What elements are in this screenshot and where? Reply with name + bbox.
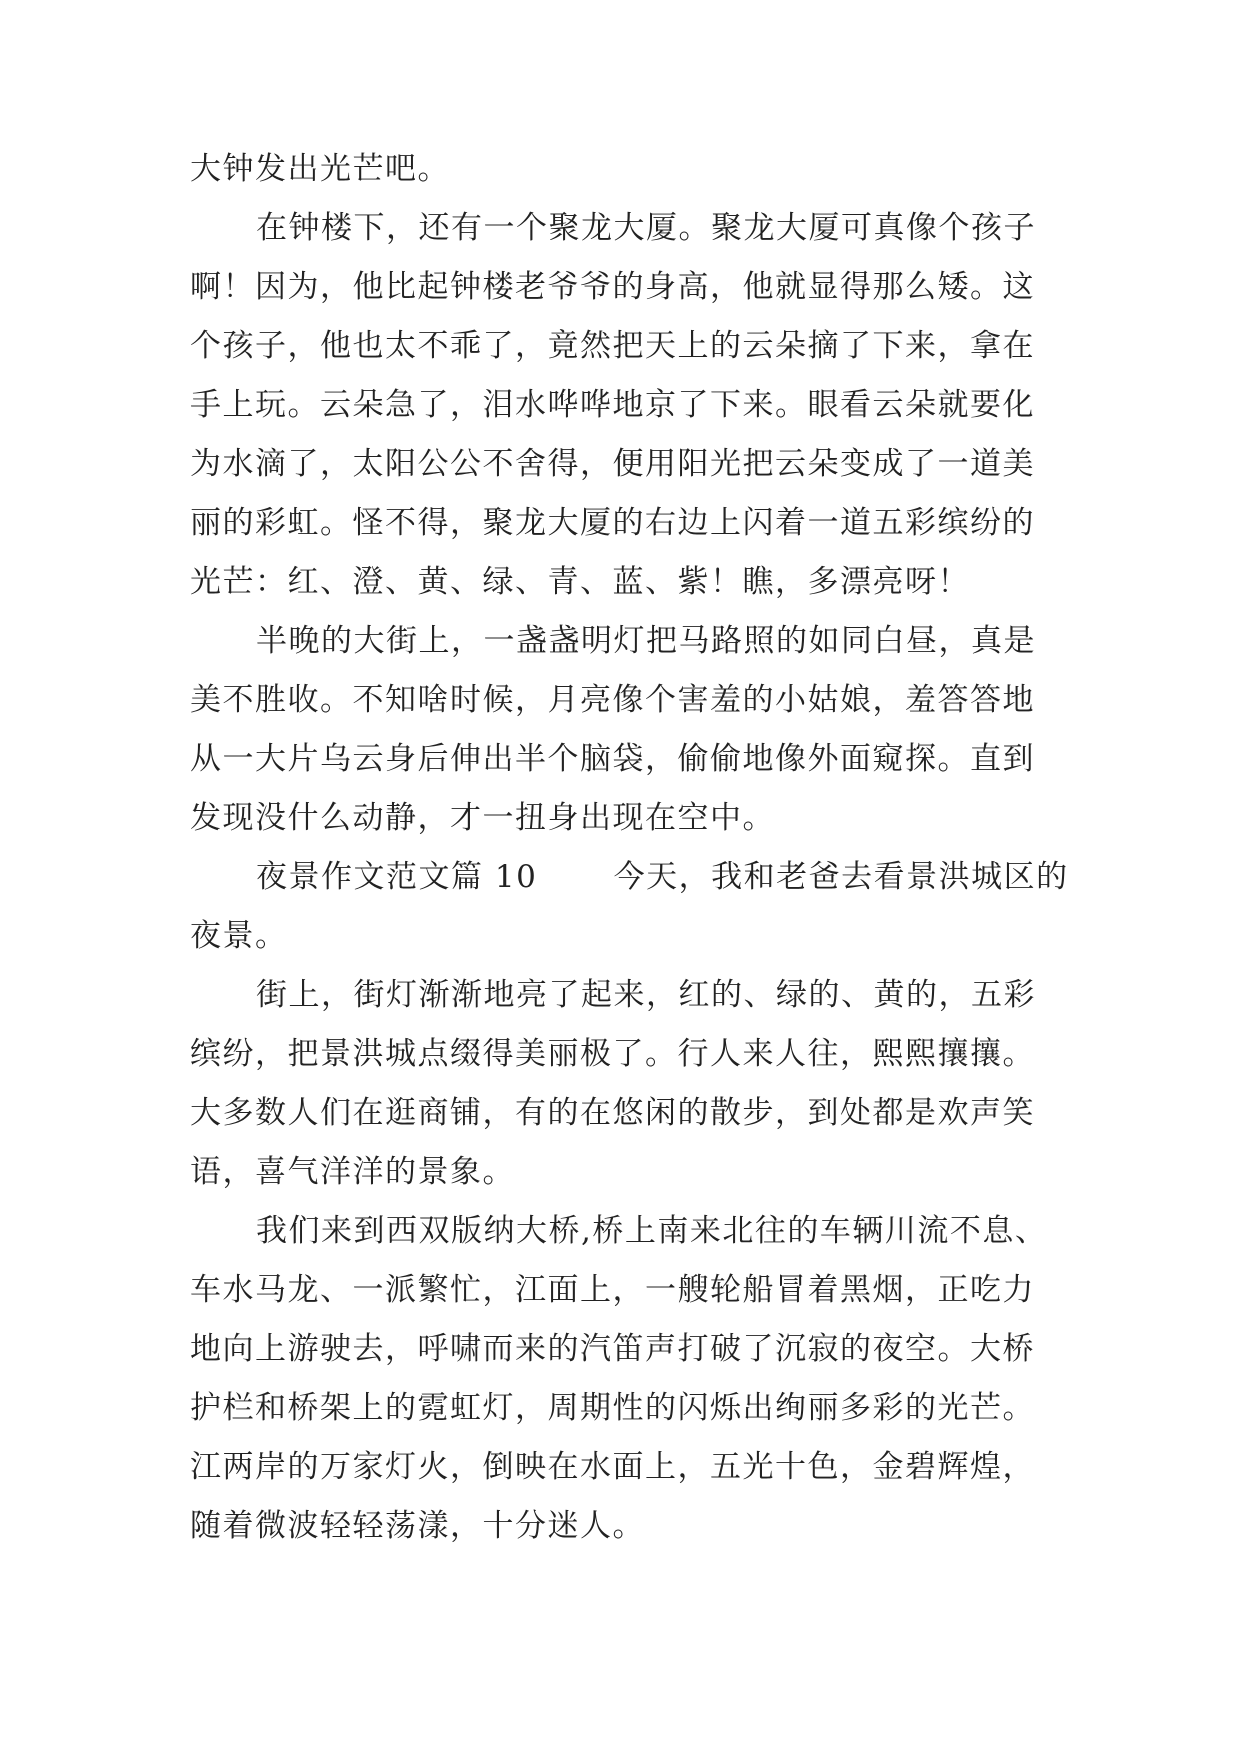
text-line: 江两岸的万家灯火，倒映在水面上，五光十色，金碧辉煌， <box>190 1449 1035 1485</box>
text-line: 手上玩。云朵急了，泪水哗哗地京了下来。眼看云朵就要化 <box>190 387 1035 423</box>
text-line: 光芒：红、澄、黄、绿、青、蓝、紫！瞧，多漂亮呀！ <box>190 564 970 600</box>
text-line: 个孩子，他也太不乖了，竟然把天上的云朵摘了下来，拿在 <box>190 328 1035 364</box>
text-line: 大多数人们在逛商铺，有的在悠闲的散步，到处都是欢声笑 <box>190 1095 1035 1131</box>
text-line: 发现没什么动静，才一扭身出现在空中。 <box>190 800 775 836</box>
text-line: 美不胜收。不知啥时候，月亮像个害羞的小姑娘，羞答答地 <box>190 682 1035 718</box>
text-line: 为水滴了，太阳公公不舍得，便用阳光把云朵变成了一道美 <box>190 446 1035 482</box>
paragraph-first-line: 我们来到西双版纳大桥,桥上南来北往的车辆川流不息、 <box>256 1213 1048 1249</box>
text-line: 语，喜气洋洋的景象。 <box>190 1154 515 1190</box>
section-heading-line: 夜景作文范文篇 10 今天，我和老爸去看景洪城区的 <box>256 859 1069 895</box>
text-line: 丽的彩虹。怪不得，聚龙大厦的右边上闪着一道五彩缤纷的 <box>190 505 1035 541</box>
paragraph-first-line: 半晚的大街上，一盏盏明灯把马路照的如同白昼，真是 <box>256 623 1036 659</box>
text-line: 随着微波轻轻荡漾，十分迷人。 <box>190 1508 645 1544</box>
paragraph-first-line: 街上，街灯渐渐地亮了起来，红的、绿的、黄的，五彩 <box>256 977 1036 1013</box>
text-line: 缤纷，把景洪城点缀得美丽极了。行人来人往，熙熙攘攘。 <box>190 1036 1035 1072</box>
text-line: 护栏和桥架上的霓虹灯，周期性的闪烁出绚丽多彩的光芒。 <box>190 1390 1035 1426</box>
paragraph-first-line: 在钟楼下，还有一个聚龙大厦。聚龙大厦可真像个孩子 <box>256 210 1036 246</box>
text-line: 地向上游驶去，呼啸而来的汽笛声打破了沉寂的夜空。大桥 <box>190 1331 1035 1367</box>
text-line: 啊！因为，他比起钟楼老爷爷的身高，他就显得那么矮。这 <box>190 269 1035 305</box>
text-line: 车水马龙、一派繁忙，江面上，一艘轮船冒着黑烟，正吃力 <box>190 1272 1035 1308</box>
text-line: 大钟发出光芒吧。 <box>190 151 450 187</box>
text-line: 夜景。 <box>190 918 288 954</box>
text-line: 从一大片乌云身后伸出半个脑袋，偷偷地像外面窥探。直到 <box>190 741 1035 777</box>
